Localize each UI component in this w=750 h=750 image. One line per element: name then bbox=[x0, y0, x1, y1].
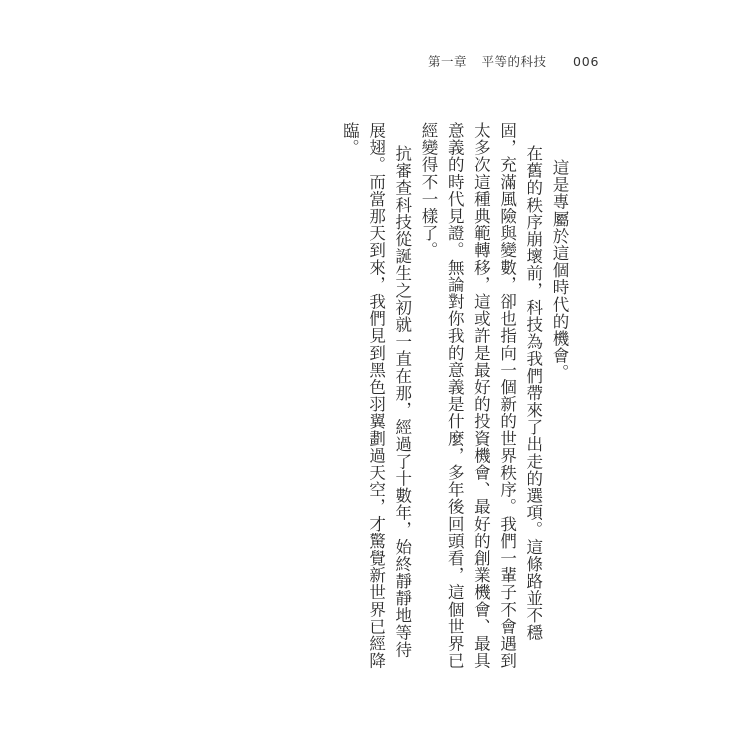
paragraph-2: 在舊的秩序崩壞前，科技為我們帶來了出走的選項。這條路並不穩固，充滿風險與變數，卻也指向一個新的世界秩序。我們一輩子不會遇到太多次這種典範轉移，這或許是最好的投資機會、最好的創業機會、最具意義的時代見證。無論對你我的意義是什麼，多年後回頭看，這個世界已經變得不一樣了。 bbox=[418, 122, 543, 670]
running-header bbox=[428, 52, 600, 72]
vertical-body-text bbox=[340, 122, 572, 672]
page-number: 006 bbox=[573, 54, 600, 69]
chapter-title: 平等的科技 bbox=[481, 54, 547, 69]
paragraph-1: 這是專屬於這個時代的機會。 bbox=[550, 159, 569, 382]
chapter-label: 第一章 bbox=[428, 54, 468, 69]
paragraph-3: 抗審查科技從誕生之初就一直在那，經過了十數年，始終靜靜地等待展翅。而當那天到來，我們見到黑色羽翼劃過天空，才驚覺新世界已經降臨。 bbox=[340, 122, 412, 670]
